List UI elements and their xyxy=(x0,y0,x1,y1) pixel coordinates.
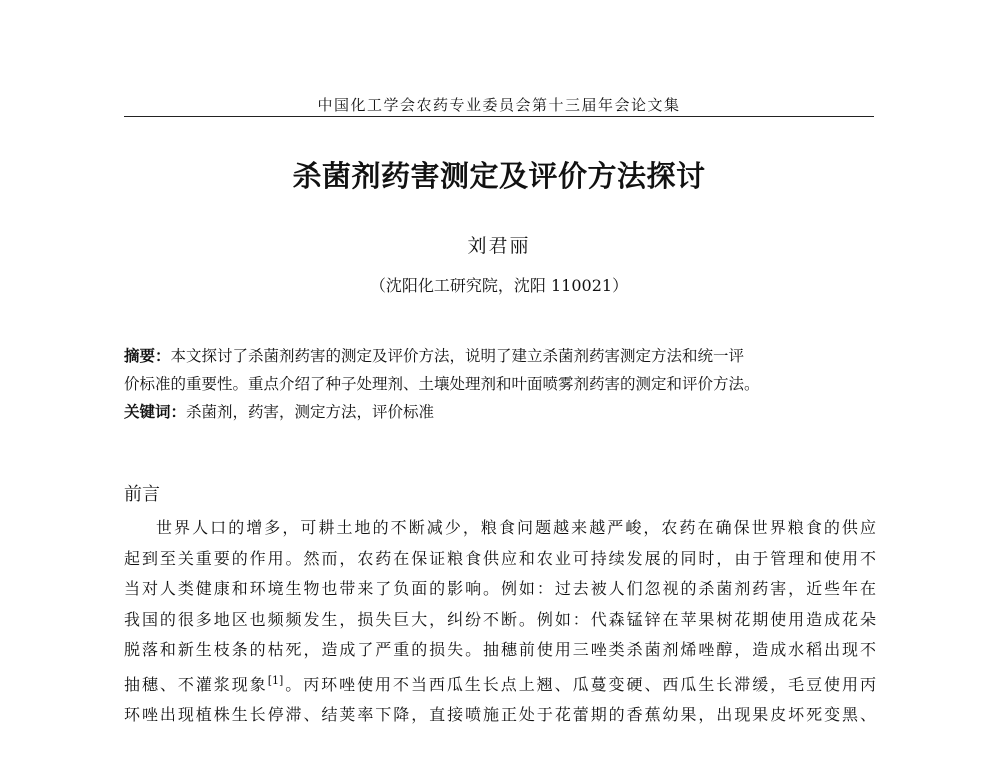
keywords-label: 关键词： xyxy=(124,402,187,421)
keywords-text: 杀菌剂，药害，测定方法，评价标准 xyxy=(186,403,435,421)
body-line: 起到至关重要的作用。然而，农药在保证粮食供应和农业可持续发展的同时，由于管理和使用不 xyxy=(124,548,876,568)
citation-marker: [1] xyxy=(267,673,284,687)
body-text-segment: 抽穗、不灌浆现象 xyxy=(124,674,268,694)
body-line: 脱落和新生枝条的枯死，造成了严重的损失。抽穗前使用三唑类杀菌剂烯唑醇，造成水稻出现不 xyxy=(124,640,876,659)
author-affiliation: （沈阳化工研究院，沈阳 110021） xyxy=(369,276,629,295)
running-header: 中国化工学会农药专业委员会第十三届年会论文集 xyxy=(317,96,681,114)
abstract-label: 摘要： xyxy=(124,346,171,365)
body-line: 我国的很多地区也频频发生，损失巨大，纠纷不断。例如：代森锰锌在苹果树花期使用造成花朵 xyxy=(124,609,876,629)
body-line: 环唑出现植株生长停滞、结荚率下降，直接喷施正处于花蕾期的香蕉幼果，出现果皮坏死变黑、 xyxy=(124,705,876,724)
author-name: 刘君丽 xyxy=(467,235,531,257)
abstract-text-1: 本文探讨了杀菌剂药害的测定及评价方法，说明了建立杀菌剂药害测定方法和统一评 xyxy=(170,347,745,365)
body-paragraph xyxy=(124,513,876,731)
keywords-line xyxy=(124,398,874,426)
body-line: 世界人口的增多，可耕土地的不断减少，粮食问题越来越严峻，农药在确保世界粮食的供应 xyxy=(156,518,876,537)
abstract-line-1 xyxy=(124,342,874,370)
header-rule xyxy=(124,116,874,117)
body-line: 当对人类健康和环境生物也带来了负面的影响。例如：过去被人们忽视的杀菌剂药害，近些年在 xyxy=(124,579,876,598)
abstract-block xyxy=(124,342,874,426)
abstract-line-2: 价标准的重要性。重点介绍了种子处理剂、土壤处理剂和叶面喷雾剂药害的测定和评价方法。 xyxy=(124,375,760,393)
paper-title: 杀菌剂药害测定及评价方法探讨 xyxy=(292,159,706,193)
body-line-with-citation xyxy=(124,666,876,701)
body-text-segment: 。丙环唑使用不当西瓜生长点上翘、瓜蔓变硬、西瓜生长滞缓，毛豆使用丙 xyxy=(283,674,876,694)
section-heading: 前言 xyxy=(124,484,160,505)
